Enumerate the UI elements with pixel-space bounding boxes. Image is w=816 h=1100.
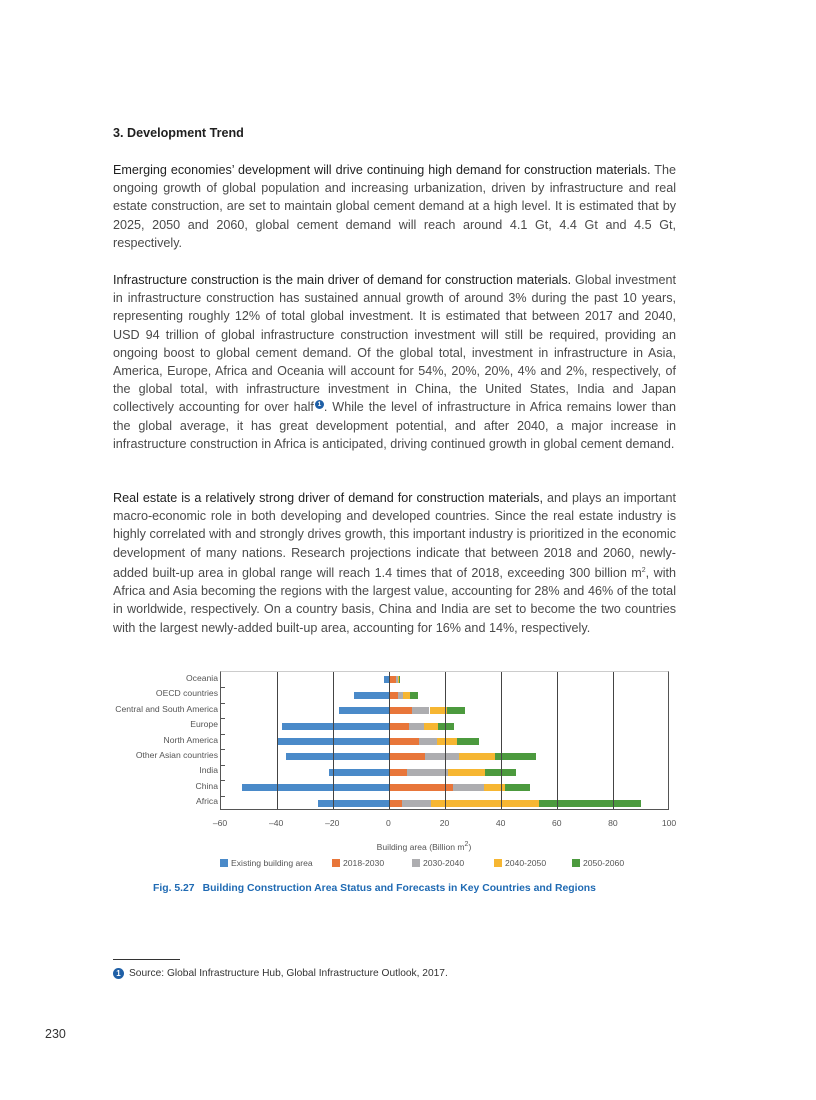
- paragraph-lead: Emerging economies’ development will drive continuing high demand for construction materials.: [113, 163, 651, 177]
- x-axis-tick-label: 80: [608, 818, 618, 828]
- bar-segment: [389, 707, 412, 714]
- y-axis-tick: [221, 765, 225, 766]
- y-axis-tick: [221, 796, 225, 797]
- y-axis-label: Europe: [190, 719, 218, 730]
- bar-segment: [403, 692, 411, 699]
- legend-label: 2018-2030: [343, 858, 385, 868]
- y-axis-tick: [221, 749, 225, 750]
- paragraph-lead: Infrastructure construction is the main driver of demand for construction materials.: [113, 273, 572, 287]
- bar-segment: [389, 769, 406, 776]
- paragraph-body-cont: , with Africa and Asia becoming the regions with the largest value, accounting for 28% and 46% of the total in worldwide, respectively. On a country basis, China and India are set to become the two countries with the largest newly-added built-up area, accounting for 16% and 14%, respectively.: [113, 566, 676, 635]
- bar-segment: [354, 692, 389, 699]
- paragraph-lead: Real estate is a relatively strong driver of demand for construction materials,: [113, 491, 543, 505]
- bar-segment: [447, 707, 465, 714]
- bar-segment: [448, 769, 485, 776]
- bar-segment: [339, 707, 389, 714]
- x-axis-tick-label: 60: [551, 818, 562, 828]
- y-axis-label: India: [199, 765, 218, 776]
- bar-segment: [282, 723, 389, 730]
- y-axis-tick: [221, 734, 225, 735]
- gridline: [501, 672, 502, 809]
- gridline: [445, 672, 446, 809]
- x-axis-tick-label: 20: [439, 818, 450, 828]
- bar-segment: [389, 800, 402, 807]
- bar-segment: [457, 738, 479, 745]
- bar-segment: [389, 738, 418, 745]
- legend-swatch-icon: [494, 859, 502, 867]
- x-axis-title-text: Building area (Billion m: [376, 841, 465, 852]
- paragraph-body: and plays an important macro-economic role in both developing and developed countries. Since the real estate industry is highly correlated with and strongly drives growth, this important industry is prioritized in the economic development of many nations. Research projections indicate that between 2018 and 2060, newly-added built-up area in global range will reach 1.4 times that of 2018, exceeding 300 billion m: [113, 491, 676, 580]
- legend-item: [412, 858, 464, 868]
- bar-segment: [242, 784, 389, 791]
- bar-segment: [389, 692, 398, 699]
- x-axis-title-sup: 2: [464, 841, 469, 848]
- y-axis-label: OECD countries: [155, 688, 218, 699]
- y-axis-tick: [221, 718, 225, 719]
- y-axis-label: Oceania: [185, 672, 218, 683]
- bar-segment: [318, 800, 389, 807]
- footnote-text: Source: Global Infrastructure Hub, Global Infrastructure Outlook, 2017.: [129, 968, 448, 979]
- y-axis-tick: [221, 687, 225, 688]
- figure-caption: [153, 883, 596, 894]
- bar-segment: [286, 753, 389, 760]
- bar-segment: [407, 769, 448, 776]
- y-axis-label: Africa: [196, 796, 218, 807]
- bar-segment: [389, 723, 409, 730]
- footnote-reference-icon[interactable]: 1: [315, 400, 324, 409]
- x-axis-tick-label: 40: [495, 818, 506, 828]
- footnote-divider: [113, 959, 180, 960]
- legend-item: [220, 858, 313, 868]
- legend-item: [332, 858, 384, 868]
- superscript: 2: [641, 566, 646, 574]
- legend-label: 2030-2040: [423, 858, 465, 868]
- x-axis-title-end: ): [468, 841, 472, 852]
- bar-segment: [431, 800, 538, 807]
- legend-label: 2040-2050: [505, 858, 547, 868]
- y-axis-label: Central and South America: [115, 703, 218, 714]
- bar-segment: [389, 784, 452, 791]
- y-axis-tick: [221, 780, 225, 781]
- x-axis-tick-label: –20: [325, 818, 340, 828]
- bar-segment: [402, 800, 431, 807]
- stacked-bar-chart: [220, 671, 669, 810]
- figure-caption-text: Building Construction Area Status and Forecasts in Key Countries and Regions: [202, 883, 596, 894]
- y-axis-label: China: [195, 780, 218, 791]
- figure-number: Fig. 5.27: [153, 883, 195, 894]
- section-heading: 3. Development Trend: [113, 126, 244, 140]
- page-number: 230: [45, 1027, 66, 1041]
- bar-segment: [437, 738, 457, 745]
- gridline: [277, 672, 278, 809]
- gridline: [613, 672, 614, 809]
- footnote-marker-icon: 1: [113, 968, 124, 979]
- x-axis-tick-label: –60: [212, 818, 228, 828]
- paragraph-body: Global investment in infrastructure construction has sustained annual growth of around 3% during the past 10 years, representing roughly 12% of total global investment. It is estimated that between 2017 and 2040, USD 94 trillion of global infrastructure construction investment will still be required, providing an ongoing boost to global cement demand. Of the global total, investment in infrastructure in Asia, America, Europe, Africa and Oceania will account for 54%, 20%, 20%, 4% and 2%, respectively, of the global total, with infrastructure investment in China, the United States, India and Japan collectively accounting for over half: [113, 273, 676, 415]
- legend-swatch-icon: [332, 859, 340, 867]
- paragraph-3: [113, 489, 676, 637]
- bar-segment: [453, 784, 484, 791]
- y-axis-label: North America: [163, 734, 218, 745]
- x-axis-tick-label: 0: [385, 818, 391, 828]
- legend-item: [572, 858, 624, 868]
- bar-segment: [424, 723, 438, 730]
- bar-segment: [539, 800, 641, 807]
- legend-swatch-icon: [412, 859, 420, 867]
- bar-segment: [505, 784, 530, 791]
- legend-label: Existing building area: [231, 858, 313, 868]
- gridline: [333, 672, 334, 809]
- paragraph-body: The ongoing growth of global population and increasing urbanization, driven by infrastructure and real estate construction, are set to maintain global cement demand at a high level. It is estimated that by 2025, 2050 and 2060, global cement demand will reach around 4.1 Gt, 4.4 Gt and 4.5 Gt, respectively.: [113, 163, 676, 250]
- bar-segment: [329, 769, 390, 776]
- gridline: [557, 672, 558, 809]
- gridline: [389, 672, 390, 809]
- y-axis-label: Other Asian countries: [135, 749, 218, 760]
- bar-segment: [438, 723, 453, 730]
- bar-segment: [425, 753, 459, 760]
- x-axis-title: [0, 841, 816, 852]
- bar-segment: [412, 707, 429, 714]
- legend-label: 2050-2060: [583, 858, 625, 868]
- bar-segment: [409, 723, 424, 730]
- legend-swatch-icon: [572, 859, 580, 867]
- paragraph-2: [113, 271, 676, 453]
- paragraph-body-cont: . While the level of infrastructure in Africa remains lower than the global average, it has great development potential, and after 2040, a major increase in infrastructure construction in Africa is anticipated, driving continued growth in global cement demand.: [113, 400, 676, 451]
- footnote: [113, 968, 448, 979]
- bar-segment: [459, 753, 496, 760]
- x-axis-tick-label: 100: [661, 818, 677, 828]
- bar-segment: [389, 753, 425, 760]
- bar-segment: [419, 738, 437, 745]
- legend-item: [494, 858, 546, 868]
- legend-swatch-icon: [220, 859, 228, 867]
- paragraph-1: [113, 161, 676, 252]
- bar-segment: [410, 692, 418, 699]
- x-axis-tick-label: –40: [268, 818, 284, 828]
- bar-segment: [399, 676, 400, 683]
- y-axis-tick: [221, 703, 225, 704]
